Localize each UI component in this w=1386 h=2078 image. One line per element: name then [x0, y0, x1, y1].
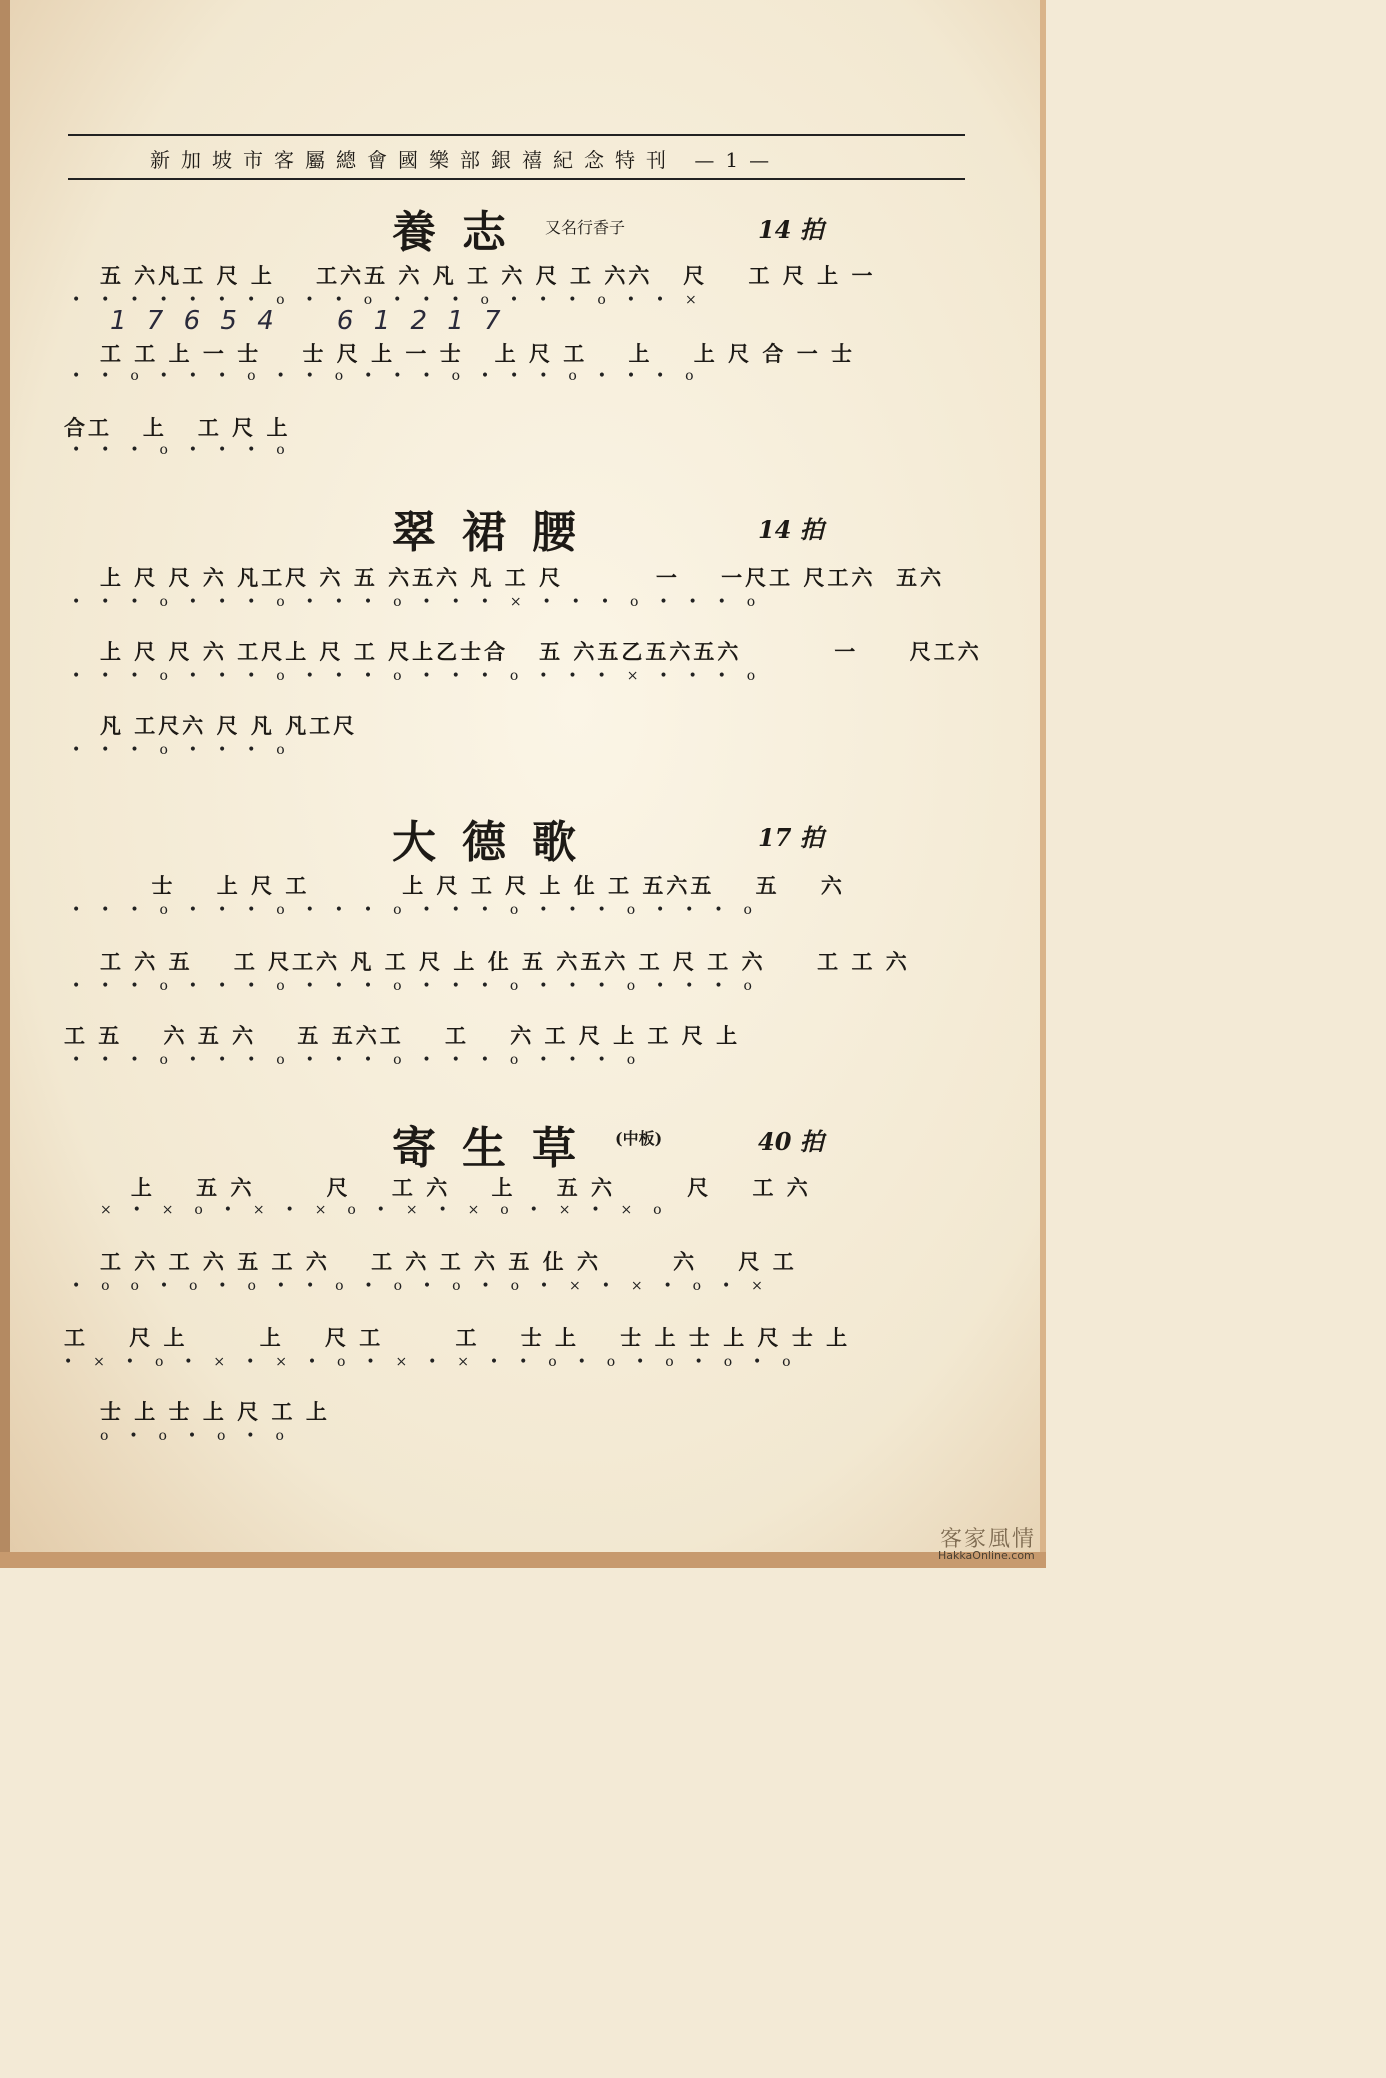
beat-marks: • • • o • • • o • • • o • • • o • • • × • • • o: [72, 668, 760, 684]
beat-marks: • × • o • × • × • o • × • × • • o • o • o • o • o: [64, 1354, 795, 1370]
beat-marks: o • o • o • o: [100, 1428, 288, 1444]
notation-line: 工 尺 上 上 尺 工 工 士 上 士 上 士 上 尺 士 上: [64, 1325, 851, 1350]
beat-marks: • • • • • • • o • • o • • • o • • • o • • ×: [72, 292, 701, 308]
notation-line: 上 五 六 尺 工 六 上 五 六 尺 工 六: [100, 1175, 811, 1200]
notation-line: 士 上 士 上 尺 工 上: [100, 1399, 330, 1424]
notation-line: 工 工 上 一 士 士 尺 上 一 士 上 尺 工 上 上 尺 合 一 士: [100, 341, 856, 366]
piece-title: 大德歌: [392, 817, 602, 868]
page-bottom-edge: [0, 1552, 1046, 1568]
piece-title: 翠裙腰: [392, 507, 602, 558]
page-right-edge: [1040, 0, 1046, 1568]
piece-alias: 又名行香子: [545, 218, 626, 237]
notation-line: 合工 上 工 尺 上: [64, 415, 291, 440]
notation-line: 工 六 工 六 五 工 六 工 六 工 六 五 仩 六 六 尺 工: [100, 1249, 797, 1274]
running-title: 新加坡市客屬總會國樂部銀禧紀念特刊 —1—: [150, 148, 781, 172]
piece-title: 寄生草: [392, 1123, 602, 1174]
beat-marks: • • • o • • • o: [72, 742, 289, 758]
site-watermark-url: HakkaOnline.com: [938, 1549, 1035, 1562]
notation-line: 上 尺 尺 六 工尺上 尺 工 尺上乙士合 五 六五乙五六五六 一 尺工六: [100, 639, 982, 664]
beat-count: 40 拍: [758, 1127, 824, 1156]
beat-marks: • • • o • • • o • • • o • • • o • • • o • • • o: [72, 902, 756, 918]
header-top-rule: [68, 134, 965, 136]
notation-line: 五 六凡工 尺 上 工六五 六 凡 工 六 尺 工 六六 尺 工 尺 上 一: [100, 263, 876, 288]
beat-marks: • • • o • • • o • • • o • • • × • • • o • • • o: [72, 594, 760, 610]
header-bottom-rule: [68, 178, 965, 180]
notation-line: 凡 工尺六 尺 凡 凡工尺: [100, 713, 358, 738]
beat-marks: • • • o • • • o • • • o • • • o • • • o: [72, 1052, 640, 1068]
notation-line: 上 尺 尺 六 凡工尺 六 五 六五六 凡 工 尺 一 一尺工 尺工六 五六: [100, 565, 945, 590]
notation-line: 工 六 五 工 尺工六 凡 工 尺 上 仩 五 六五六 工 尺 工 六 工 工 六: [100, 949, 910, 974]
tempo-marking: (中板): [615, 1129, 663, 1148]
beat-marks: • o o • o • o • • o • o • o • o • × • × • o • ×: [72, 1278, 767, 1294]
piece-title: 養志: [392, 207, 532, 258]
site-watermark: 客家風情: [940, 1527, 1037, 1552]
beat-count: 14 拍: [758, 215, 824, 244]
beat-count: 14 拍: [758, 515, 824, 544]
handwritten-numbers: 1 7 6 5 4 6 1 2 1 7: [110, 306, 507, 336]
beat-marks: • • • o • • • o: [72, 442, 289, 458]
beat-marks: • • o • • • o • • o • • • o • • • o • • • o: [72, 368, 698, 384]
beat-marks: • • • o • • • o • • • o • • • o • • • o • • • o: [72, 978, 756, 994]
page-binding-edge: [0, 0, 10, 1568]
notation-line: 工 五 六 五 六 五 五六工 工 六 工 尺 上 工 尺 上: [64, 1023, 741, 1048]
beat-marks: × • × o • × • × o • × • × o • × • × o: [100, 1202, 666, 1218]
beat-count: 17 拍: [758, 823, 824, 852]
notation-line: 士 上 尺 工 上 尺 工 尺 上 仩 工 五六五 五 六: [100, 873, 845, 898]
